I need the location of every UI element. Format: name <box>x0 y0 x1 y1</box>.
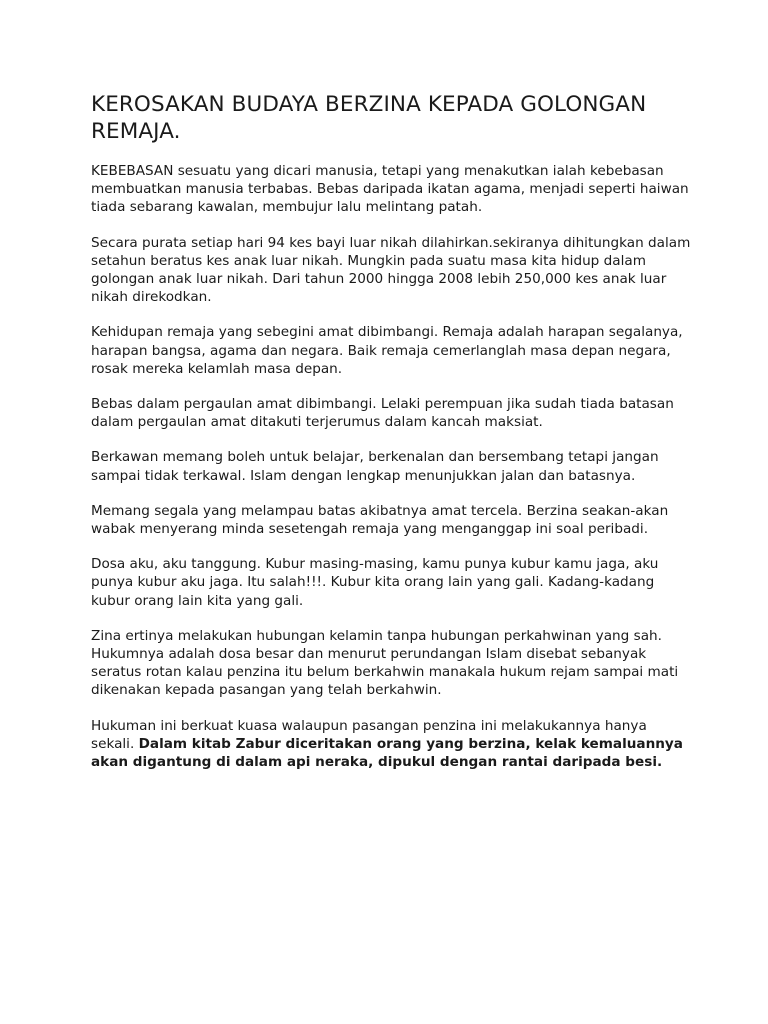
paragraph-9-bold-text: Dalam kitab Zabur diceritakan orang yang berzina, kelak kemaluannya akan digantung di dalam api neraka, dipukul dengan rantai daripada besi. <box>91 735 683 771</box>
document-title: KEROSAKAN BUDAYA BERZINA KEPADA GOLONGAN REMAJA. <box>91 92 647 144</box>
paragraph-7: Dosa aku, aku tanggung. Kubur masing-masing, kamu punya kubur kamu jaga, aku punya kubur aku jaga. Itu salah!!!. Kubur kita orang lain yang gali. Kadang-kadang kubur orang lain kita yang gali. <box>91 556 659 609</box>
paragraph-4: Bebas dalam pergaulan amat dibimbangi. Lelaki perempuan jika sudah tiada batasan dalam pergaulan amat ditakuti terjerumus dalam kancah maksiat. <box>91 396 674 431</box>
paragraph-1: KEBEBASAN sesuatu yang dicari manusia, tetapi yang menakutkan ialah kebebasan membuatkan manusia terbabas. Bebas daripada ikatan agama, menjadi seperti haiwan tiada sebarang kawalan, membujur lalu melintang patah. <box>91 163 689 216</box>
paragraph-9 <box>91 717 691 772</box>
document-body <box>91 91 691 788</box>
paragraph-2: Secara purata setiap hari 94 kes bayi luar nikah dilahirkan.sekiranya dihitungkan dalam setahun beratus kes anak luar nikah. Mungkin pada suatu masa kita hidup dalam golongan anak luar nikah. Dari tahun 2000 hingga 2008 lebih 250,000 kes anak luar nikah direkodkan. <box>91 234 691 306</box>
paragraph-3: Kehidupan remaja yang sebegini amat dibimbangi. Remaja adalah harapan segalanya, harapan bangsa, agama dan negara. Baik remaja cemerlanglah masa depan negara, rosak mereka kelamlah masa depan. <box>91 324 683 377</box>
paragraph-6: Memang segala yang melampau batas akibatnya amat tercela. Berzina seakan-akan wabak menyerang minda sesetengah remaja yang menganggap ini soal peribadi. <box>91 502 669 538</box>
paragraph-9-normal-text: Hukuman ini berkuat kuasa walaupun pasangan penzina ini melakukannya hanya sekali. <box>91 717 647 752</box>
paragraph-5: Berkawan memang boleh untuk belajar, berkenalan dan bersembang tetapi jangan sampai tidak terkawal. Islam dengan lengkap menunjukkan jalan dan batasnya. <box>91 449 659 484</box>
paragraph-8: Zina ertinya melakukan hubungan kelamin tanpa hubungan perkahwinan yang sah. Hukumnya adalah dosa besar dan menurut perundangan Islam disebat sebanyak seratus rotan kalau penzina itu belum berkahwin manakala hukum rejam sampai mati dikenakan kepada pasangan yang telah berkahwin. <box>91 627 679 699</box>
